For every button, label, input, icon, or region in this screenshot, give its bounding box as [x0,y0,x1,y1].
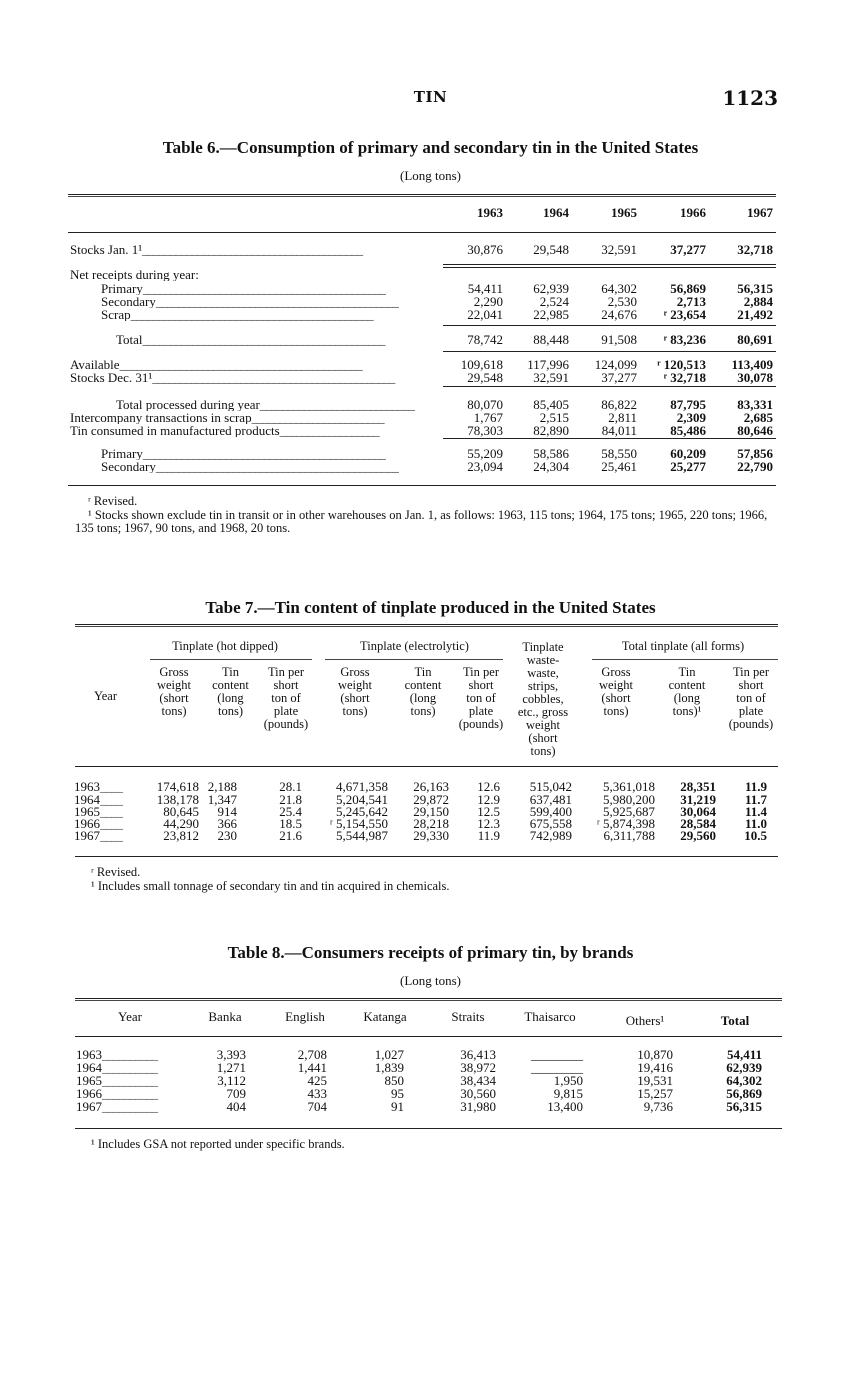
t6-cell: 56,869 [670,281,706,296]
t8-col-header: English [285,1009,325,1024]
t7-col-tin-elec: Tin content (long tons) [404,665,442,718]
t7-year-text: 1966 [74,817,100,830]
t8-col-header: Straits [451,1009,485,1024]
t6-cell: 88,448 [533,332,569,347]
t7-col-per-total: Tin per short ton of plate (pounds) [728,665,774,731]
t6-row-label [101,295,440,308]
t8-cell: 704 [307,1099,327,1114]
t7-cell: 12.5 [477,804,500,819]
t8-col-header: Banka [208,1009,242,1024]
t7-leader-dots: ____ [100,780,122,793]
t6-cell: 117,996 [527,357,569,372]
t7-cell: 5,204,541 [336,792,388,807]
t6-cell: 2,884 [743,294,773,309]
t6-cell: ʳ 32,718 [663,370,706,385]
t7-cell: 11.9 [477,828,500,843]
t6-cell: 25,461 [601,459,637,474]
t7-group-waste: Tinplate waste- waste, strips, cobbles, etc., gross weight (short tons) [517,640,569,758]
t6-year-header: 1966 [680,205,706,220]
t8-row-year: 1966__________ [76,1087,157,1100]
t6-cell: 80,691 [737,332,773,347]
t8-cell: ________ [531,1060,583,1075]
t6-leader-dots: ____________________________________________ [152,371,395,384]
t6-cell: 2,524 [539,294,569,309]
t8-cell: 1,441 [297,1060,327,1075]
t7-col-gross-hot: Gross weight (short tons) [156,665,192,718]
t6-cell: 56,315 [737,281,773,296]
t6-row-label [116,333,440,346]
t6-cell: 2,530 [607,294,637,309]
t7-cell: 6,311,788 [603,828,655,843]
t6-cell: 58,586 [533,446,569,461]
t7-leader-dots: ____ [100,817,122,830]
t6-cell: 124,099 [594,357,637,372]
t6-row-label-text: Available [70,358,120,371]
t6-row-label [70,358,440,371]
t7-cell: 366 [217,816,237,831]
t8-cell: 1,027 [374,1047,404,1062]
t8-cell: 2,708 [297,1047,327,1062]
t6-row-label-text: Scrap [101,308,131,321]
t8-leader-dots: __________ [102,1074,157,1087]
t8-leader-dots: __________ [102,1100,157,1113]
t7-cell: 12.9 [477,792,500,807]
t6-cell: ʳ 120,513 [657,357,706,372]
t7-col-gross-elec: Gross weight (short tons) [337,665,373,718]
t7-group-electrolytic: Tinplate (electrolytic) [360,639,469,653]
t8-cell: 91 [391,1099,404,1114]
t7-cell: 28.1 [279,779,302,794]
t6-cell: 21,492 [737,307,773,322]
t7-group-hot: Tinplate (hot dipped) [172,639,278,653]
t8-cell: 38,434 [460,1073,496,1088]
t7-col-gross-total: Gross weight (short tons) [598,665,634,718]
t6-cell: 64,302 [601,281,637,296]
t8-col-header: Katanga [363,1009,407,1024]
t8-cell: 850 [384,1073,404,1088]
t6-cell: 25,277 [670,459,706,474]
t6-row-label-text: Stocks Jan. 1¹ [70,243,143,256]
t7-leader-dots: ____ [100,829,122,842]
t7-cell: 4,671,358 [336,779,388,794]
t6-cell: 22,041 [467,307,503,322]
t6-row-label [70,268,440,281]
t6-leader-dots: ____________________________________________ [155,460,398,473]
t7-cell: 11.0 [744,816,767,831]
t8-cell: 3,393 [216,1047,246,1062]
t6-cell: 85,486 [670,423,706,438]
t7-cell: 44,290 [163,816,199,831]
t6-leader-dots: __________________ [279,424,379,437]
t6-cell: 2,713 [676,294,706,309]
t6-row-label-text: Tin consumed in manufactured products [70,424,280,437]
t7-cell: 28,584 [680,816,716,831]
t6-row-label-text: Primary [101,447,143,460]
t6-cell: 57,856 [737,446,773,461]
t6-leader-dots: ____________________________________________ [142,282,385,295]
t7-group-total: Total tinplate (all forms) [621,639,745,653]
t8-cell: 62,939 [726,1060,762,1075]
t6-year-header: 1967 [747,205,773,220]
t8-row-year: 1963__________ [76,1048,157,1061]
t6-leader-dots: ____________________________________________ [142,447,385,460]
t7-cell: 2,188 [207,779,237,794]
t6-year-header: 1963 [477,205,503,220]
t8-cell: ________ [531,1047,583,1062]
t7-cell: 12.6 [477,779,500,794]
t8-cell: 404 [226,1099,246,1114]
t7-cell: 637,481 [529,792,572,807]
t6-cell: 2,290 [473,294,503,309]
t7-cell: 5,245,642 [336,804,388,819]
t6-row-label-text: Net receipts during year: [70,268,199,281]
t7-cell: 599,400 [529,804,572,819]
t8-row-year: 1967__________ [76,1100,157,1113]
t8-col-header: Others¹ [625,1013,665,1028]
t7-cell: 5,544,987 [336,828,388,843]
t7-year-text: 1965 [74,805,100,818]
t7-cell: 80,645 [163,804,199,819]
t7-col-tin-hot: Tin content (long tons) [212,665,249,718]
t6-cell: 1,767 [473,410,503,425]
t7-cell: ʳ 5,154,550 [329,816,388,831]
t6-cell: 37,277 [601,370,637,385]
t6-row-label-text: Secondary [101,460,156,473]
t8-cell: 433 [307,1086,327,1101]
t7-cell: 29,560 [680,828,716,843]
t6-cell: 2,811 [608,410,637,425]
table7-footnote-1: ¹ Includes small tonnage of secondary tin and tin acquired in chemicals. [91,879,450,893]
t6-cell: 86,822 [601,397,637,412]
t6-row-label [70,411,440,424]
t7-cell: 28,218 [413,816,449,831]
t7-cell: 29,330 [413,828,449,843]
t7-col-year: Year [93,689,118,703]
t6-cell: 24,304 [533,459,569,474]
t8-col-header: Year [118,1009,142,1024]
t6-cell: 85,405 [533,397,569,412]
t7-cell: 26,163 [413,779,449,794]
t6-row-label [101,282,440,295]
t7-col-tin-total: Tin content (long tons)¹ [668,665,706,718]
t6-row-label-text: Intercompany transactions in scrap [70,411,252,424]
table6-footnote-1: ¹ Stocks shown exclude tin in transit or in other warehouses on Jan. 1, as follows: 1963, 115 tons; 1964, 175 tons; 1965, 220 tons; 1966, 135 tons; 1967, 90 tons, and 1968, 20 tons. [75,508,768,535]
t7-cell: 18.5 [279,816,302,831]
t6-cell: 80,070 [467,397,503,412]
t6-cell: 32,591 [533,370,569,385]
t7-cell: 11.9 [744,779,767,794]
t6-row-label [70,424,440,437]
t7-cell: 21.6 [279,828,302,843]
t7-cell: 914 [217,804,237,819]
t7-cell: 515,042 [529,779,572,794]
table8-subtitle: (Long tons) [399,973,462,988]
t8-leader-dots: __________ [102,1087,157,1100]
t7-leader-dots: ____ [100,793,122,806]
t7-year-text: 1963 [74,780,100,793]
t8-cell: 19,531 [637,1073,673,1088]
t8-cell: 31,980 [460,1099,496,1114]
t7-cell: 21.8 [279,792,302,807]
t6-leader-dots: ____________________________________________ [142,333,385,346]
t7-cell: 138,178 [156,792,199,807]
t7-cell: 12.3 [477,816,500,831]
t6-row-label [101,447,440,460]
t6-cell: 24,676 [601,307,637,322]
t7-cell: 28,351 [680,779,716,794]
t6-cell: 23,094 [467,459,503,474]
t6-cell: 2,685 [743,410,773,425]
t6-leader-dots: ____________________________ [259,398,414,411]
t7-cell: 23,812 [163,828,199,843]
t8-col-header: Total [720,1013,750,1028]
t6-row-label-text: Secondary [101,295,156,308]
t8-cell: 64,302 [726,1073,762,1088]
t7-col-per-hot: Tin per short ton of plate (pounds) [263,665,309,731]
t8-cell: 10,870 [637,1047,673,1062]
t8-row-year: 1964__________ [76,1061,157,1074]
t7-cell: 742,989 [529,828,572,843]
t6-cell: 78,742 [467,332,503,347]
t8-leader-dots: __________ [102,1061,157,1074]
table6-subtitle: (Long tons) [399,168,462,183]
t7-cell: 5,980,200 [603,792,655,807]
t8-cell: 36,413 [460,1047,496,1062]
t8-cell: 56,315 [726,1099,762,1114]
t6-leader-dots: ________________________ [251,411,384,424]
t8-leader-dots: __________ [102,1048,157,1061]
t6-cell: 60,209 [670,446,706,461]
t6-cell: 84,011 [601,423,637,438]
table7-title: Tabe 7.—Tin content of tinplate produced in the United States [205,598,656,617]
t6-row-label [70,371,440,384]
t6-year-header: 1964 [543,205,569,220]
t8-cell: 54,411 [726,1047,762,1062]
t6-cell: 109,618 [460,357,503,372]
t6-cell: 37,277 [670,242,706,257]
t7-cell: 29,872 [413,792,449,807]
t8-cell: 709 [226,1086,246,1101]
t6-year-header: 1965 [611,205,637,220]
t6-leader-dots: ________________________________________ [142,243,363,256]
t7-col-per-elec: Tin per short ton of plate (pounds) [458,665,504,731]
table6-title: Table 6.—Consumption of primary and secondary tin in the United States [162,138,699,157]
t8-cell: 56,869 [726,1086,762,1101]
t6-cell: 2,309 [676,410,706,425]
t7-cell: 25.4 [279,804,302,819]
t6-cell: ʳ 83,236 [663,332,706,347]
t6-cell: 80,646 [737,423,773,438]
t6-cell: 32,718 [737,242,773,257]
t6-cell: 54,411 [467,281,503,296]
t8-cell: 9,736 [643,1099,673,1114]
table8-title: Table 8.—Consumers receipts of primary tin, by brands [227,943,634,962]
t6-leader-dots: ____________________________________________ [155,295,398,308]
t6-row-label [116,398,440,411]
t6-row-label [101,460,440,473]
t8-cell: 425 [307,1073,327,1088]
t6-row-label [70,243,440,256]
t8-cell: 95 [391,1086,404,1101]
t8-col-header: Thaisarco [524,1009,576,1024]
t7-year-text: 1967 [74,829,100,842]
t6-cell: 29,548 [533,242,569,257]
page-number: 1123 [722,86,778,110]
t7-cell: 675,558 [529,816,572,831]
t6-cell: 29,548 [467,370,503,385]
t7-cell: 10.5 [744,828,767,843]
t8-cell: 1,839 [374,1060,404,1075]
table8-footnote-1: ¹ Includes GSA not reported under specific brands. [91,1137,345,1151]
t7-cell: 5,361,018 [603,779,655,794]
t6-cell: 2,515 [539,410,569,425]
t6-cell: ʳ 23,654 [663,307,706,322]
t7-cell: 29,150 [413,804,449,819]
t6-leader-dots: ____________________________________________ [119,358,362,371]
t6-cell: 22,790 [737,459,773,474]
t7-cell: 1,347 [207,792,237,807]
t6-row-label-text: Primary [101,282,143,295]
t7-cell: 5,925,687 [603,804,655,819]
t6-cell: 91,508 [601,332,637,347]
t6-row-label-text: Total [116,333,143,346]
t8-cell: 1,271 [216,1060,246,1075]
t7-cell: 11.4 [744,804,767,819]
t6-cell: 83,331 [737,397,773,412]
t6-cell: 82,890 [533,423,569,438]
t6-row-label-text: Total processed during year [116,398,260,411]
t7-cell: 174,618 [156,779,199,794]
t7-leader-dots: ____ [100,805,122,818]
t6-cell: 30,078 [737,370,773,385]
t6-leader-dots: ____________________________________________ [130,308,373,321]
table7-footnote-revised: ʳ Revised. [91,865,141,879]
t7-year-text: 1964 [74,793,100,806]
t8-cell: 9,815 [553,1086,583,1101]
t8-row-year: 1965__________ [76,1074,157,1087]
t8-cell: 30,560 [460,1086,496,1101]
t6-cell: 113,409 [731,357,773,372]
t8-cell: 19,416 [637,1060,673,1075]
t6-row-label-text: Stocks Dec. 31¹ [70,371,153,384]
t6-row-label [101,308,440,321]
t8-cell: 38,972 [460,1060,496,1075]
running-head: TIN [413,88,448,106]
t6-cell: 22,985 [533,307,569,322]
t8-cell: 15,257 [637,1086,673,1101]
t8-cell: 1,950 [553,1073,583,1088]
t6-cell: 32,591 [601,242,637,257]
t6-cell: 87,795 [670,397,706,412]
t6-cell: 62,939 [533,281,569,296]
table6-footnote-revised: ʳ Revised. [88,494,138,508]
t7-cell: 11.7 [744,792,767,807]
t6-cell: 78,303 [467,423,503,438]
t8-cell: 13,400 [547,1099,583,1114]
t6-cell: 55,209 [467,446,503,461]
t6-cell: 58,550 [601,446,637,461]
t8-cell: 3,112 [217,1073,246,1088]
t7-cell: 30,064 [680,804,716,819]
t7-cell: ʳ 5,874,398 [596,816,655,831]
t6-cell: 30,876 [467,242,503,257]
t7-cell: 230 [217,828,237,843]
t7-cell: 31,219 [680,792,716,807]
